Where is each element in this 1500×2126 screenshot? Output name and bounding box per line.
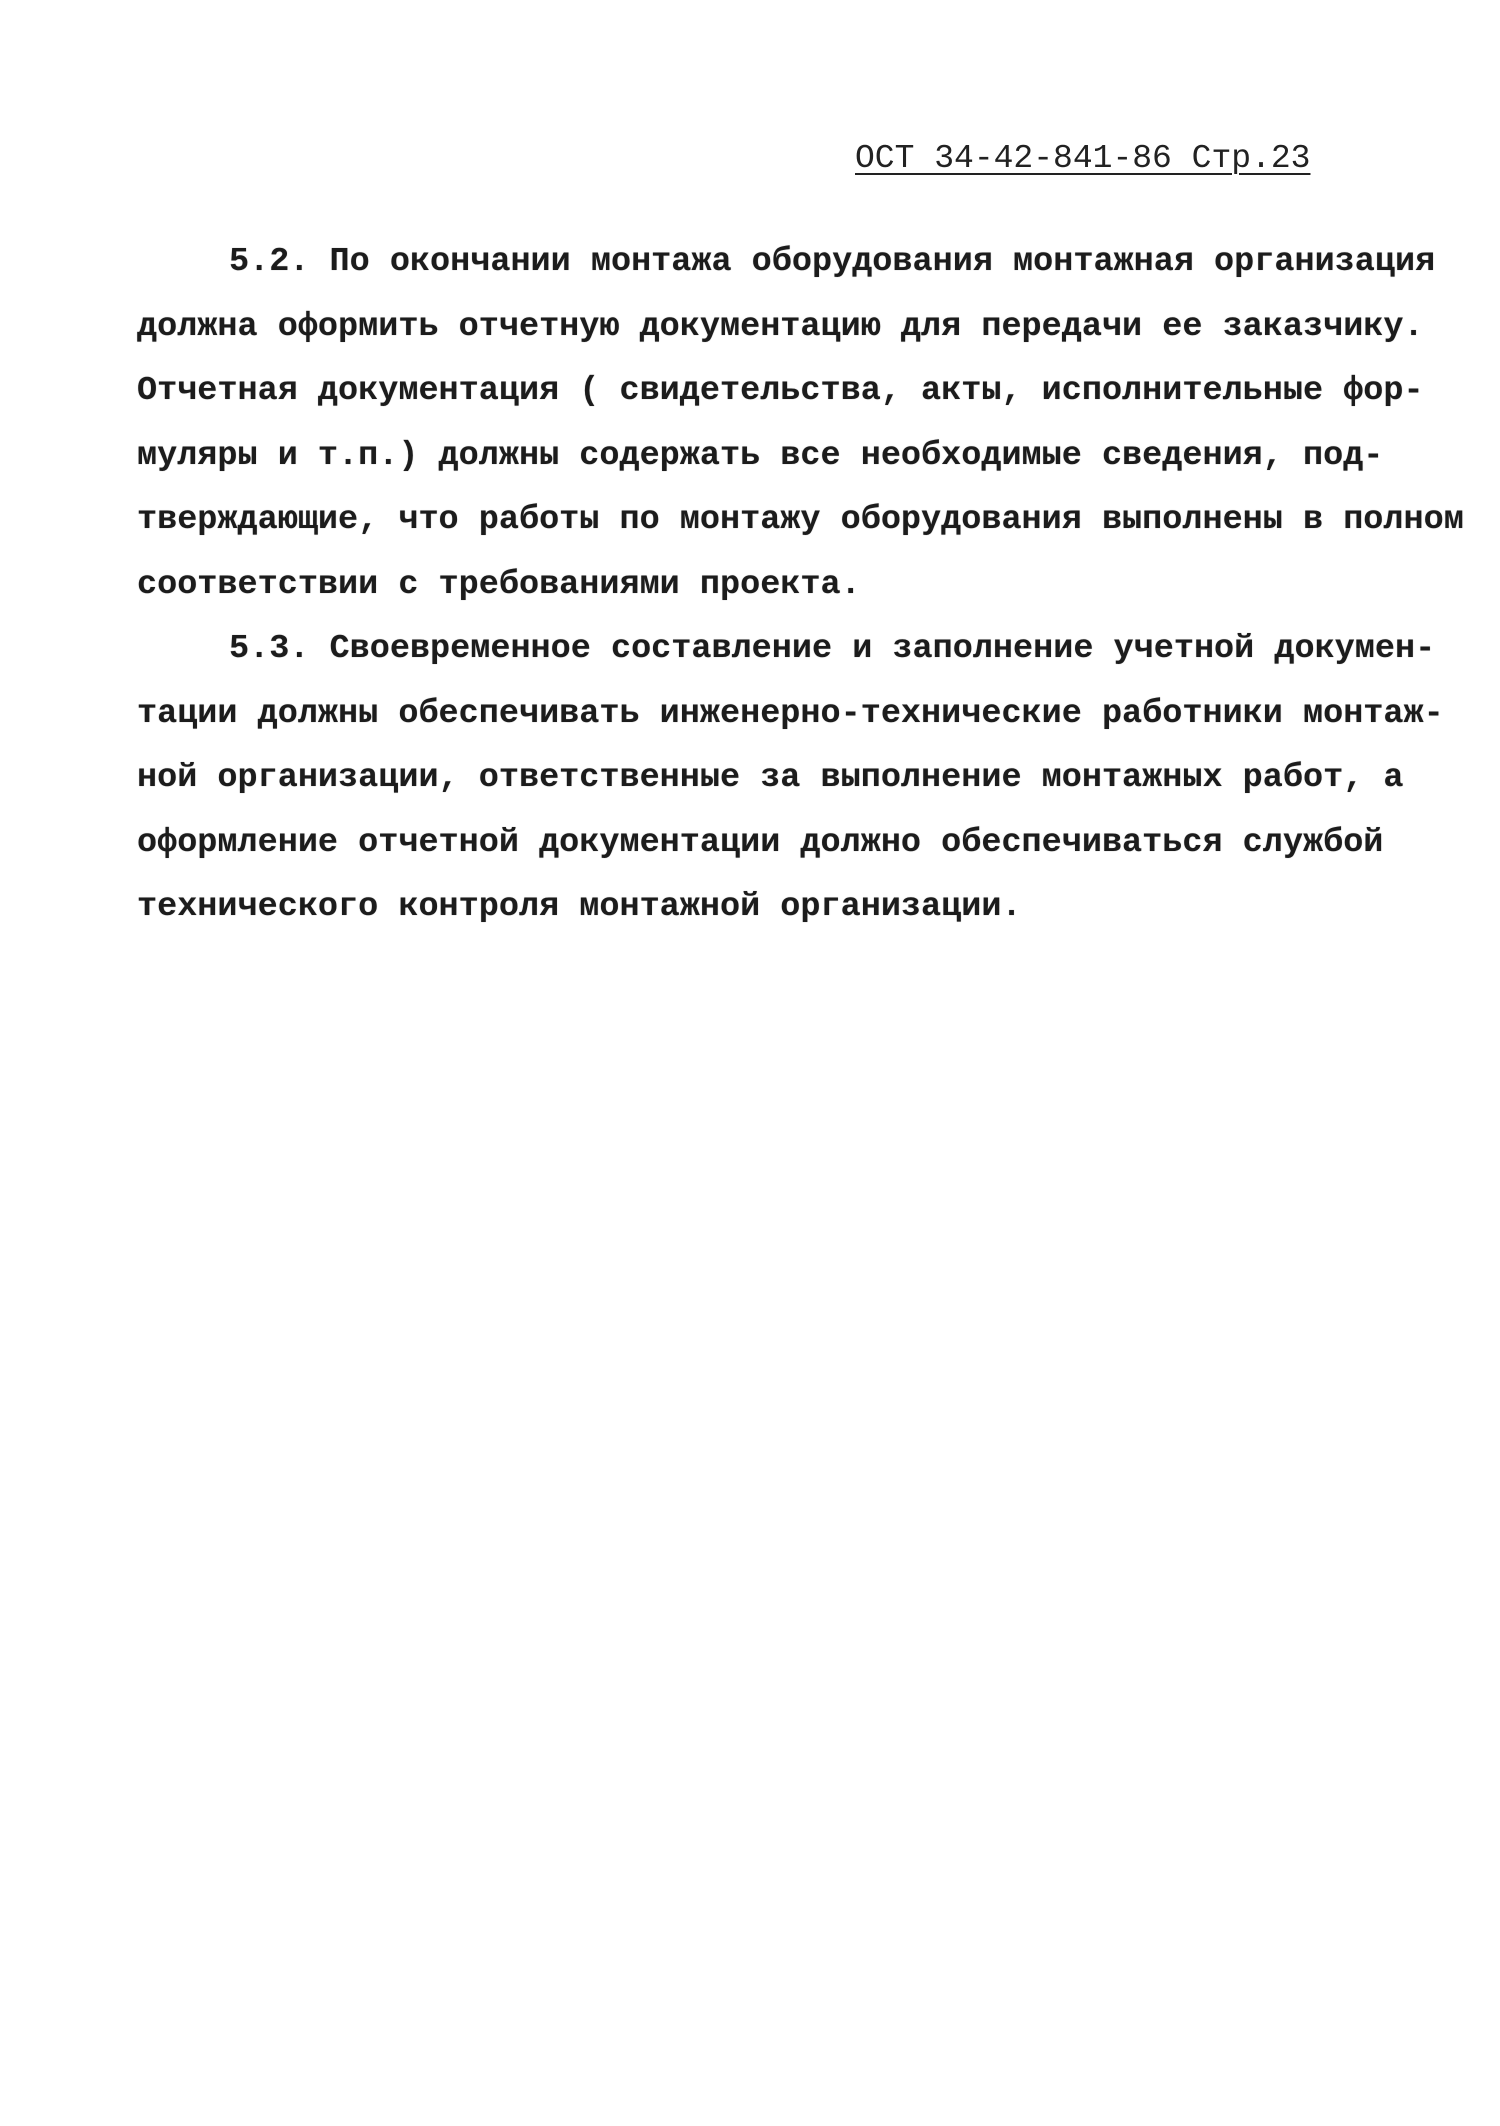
paragraph-line: технического контроля монтажной организации. xyxy=(137,888,1022,926)
paragraph-line: ной организации, ответственные за выполнение монтажных работ, а xyxy=(137,759,1404,797)
paragraph-line: соответствии с требованиями проекта. xyxy=(137,565,861,604)
paragraph-line: оформление отчетной документации должно обеспечиваться службой xyxy=(137,823,1384,862)
page-header-doc-ref: ОСТ 34-42-841-86 Стр.23 xyxy=(855,140,1311,177)
paragraph-5-2 xyxy=(137,230,1464,617)
paragraph-line: тации должны обеспечивать инженерно-технические работники монтаж- xyxy=(137,694,1444,733)
paragraph-line: тверждающие, что работы по монтажу оборудования выполнены в полном xyxy=(137,501,1464,539)
document-body xyxy=(137,230,1464,940)
paragraph-line: должна оформить отчетную документацию для передачи ее заказчику. xyxy=(137,307,1424,346)
paragraph-5-3 xyxy=(137,617,1444,940)
paragraph-line: 5.2. По окончании монтажа оборудования монтажная организация xyxy=(229,243,1436,281)
paragraph-line: 5.3. Своевременное составление и заполнение учетной докумен- xyxy=(229,630,1436,668)
paragraph-line: муляры и т.п.) должны содержать все необходимые сведения, под- xyxy=(137,436,1384,475)
paragraph-line: Отчетная документация ( свидетельства, акты, исполнительные фор- xyxy=(137,372,1424,410)
